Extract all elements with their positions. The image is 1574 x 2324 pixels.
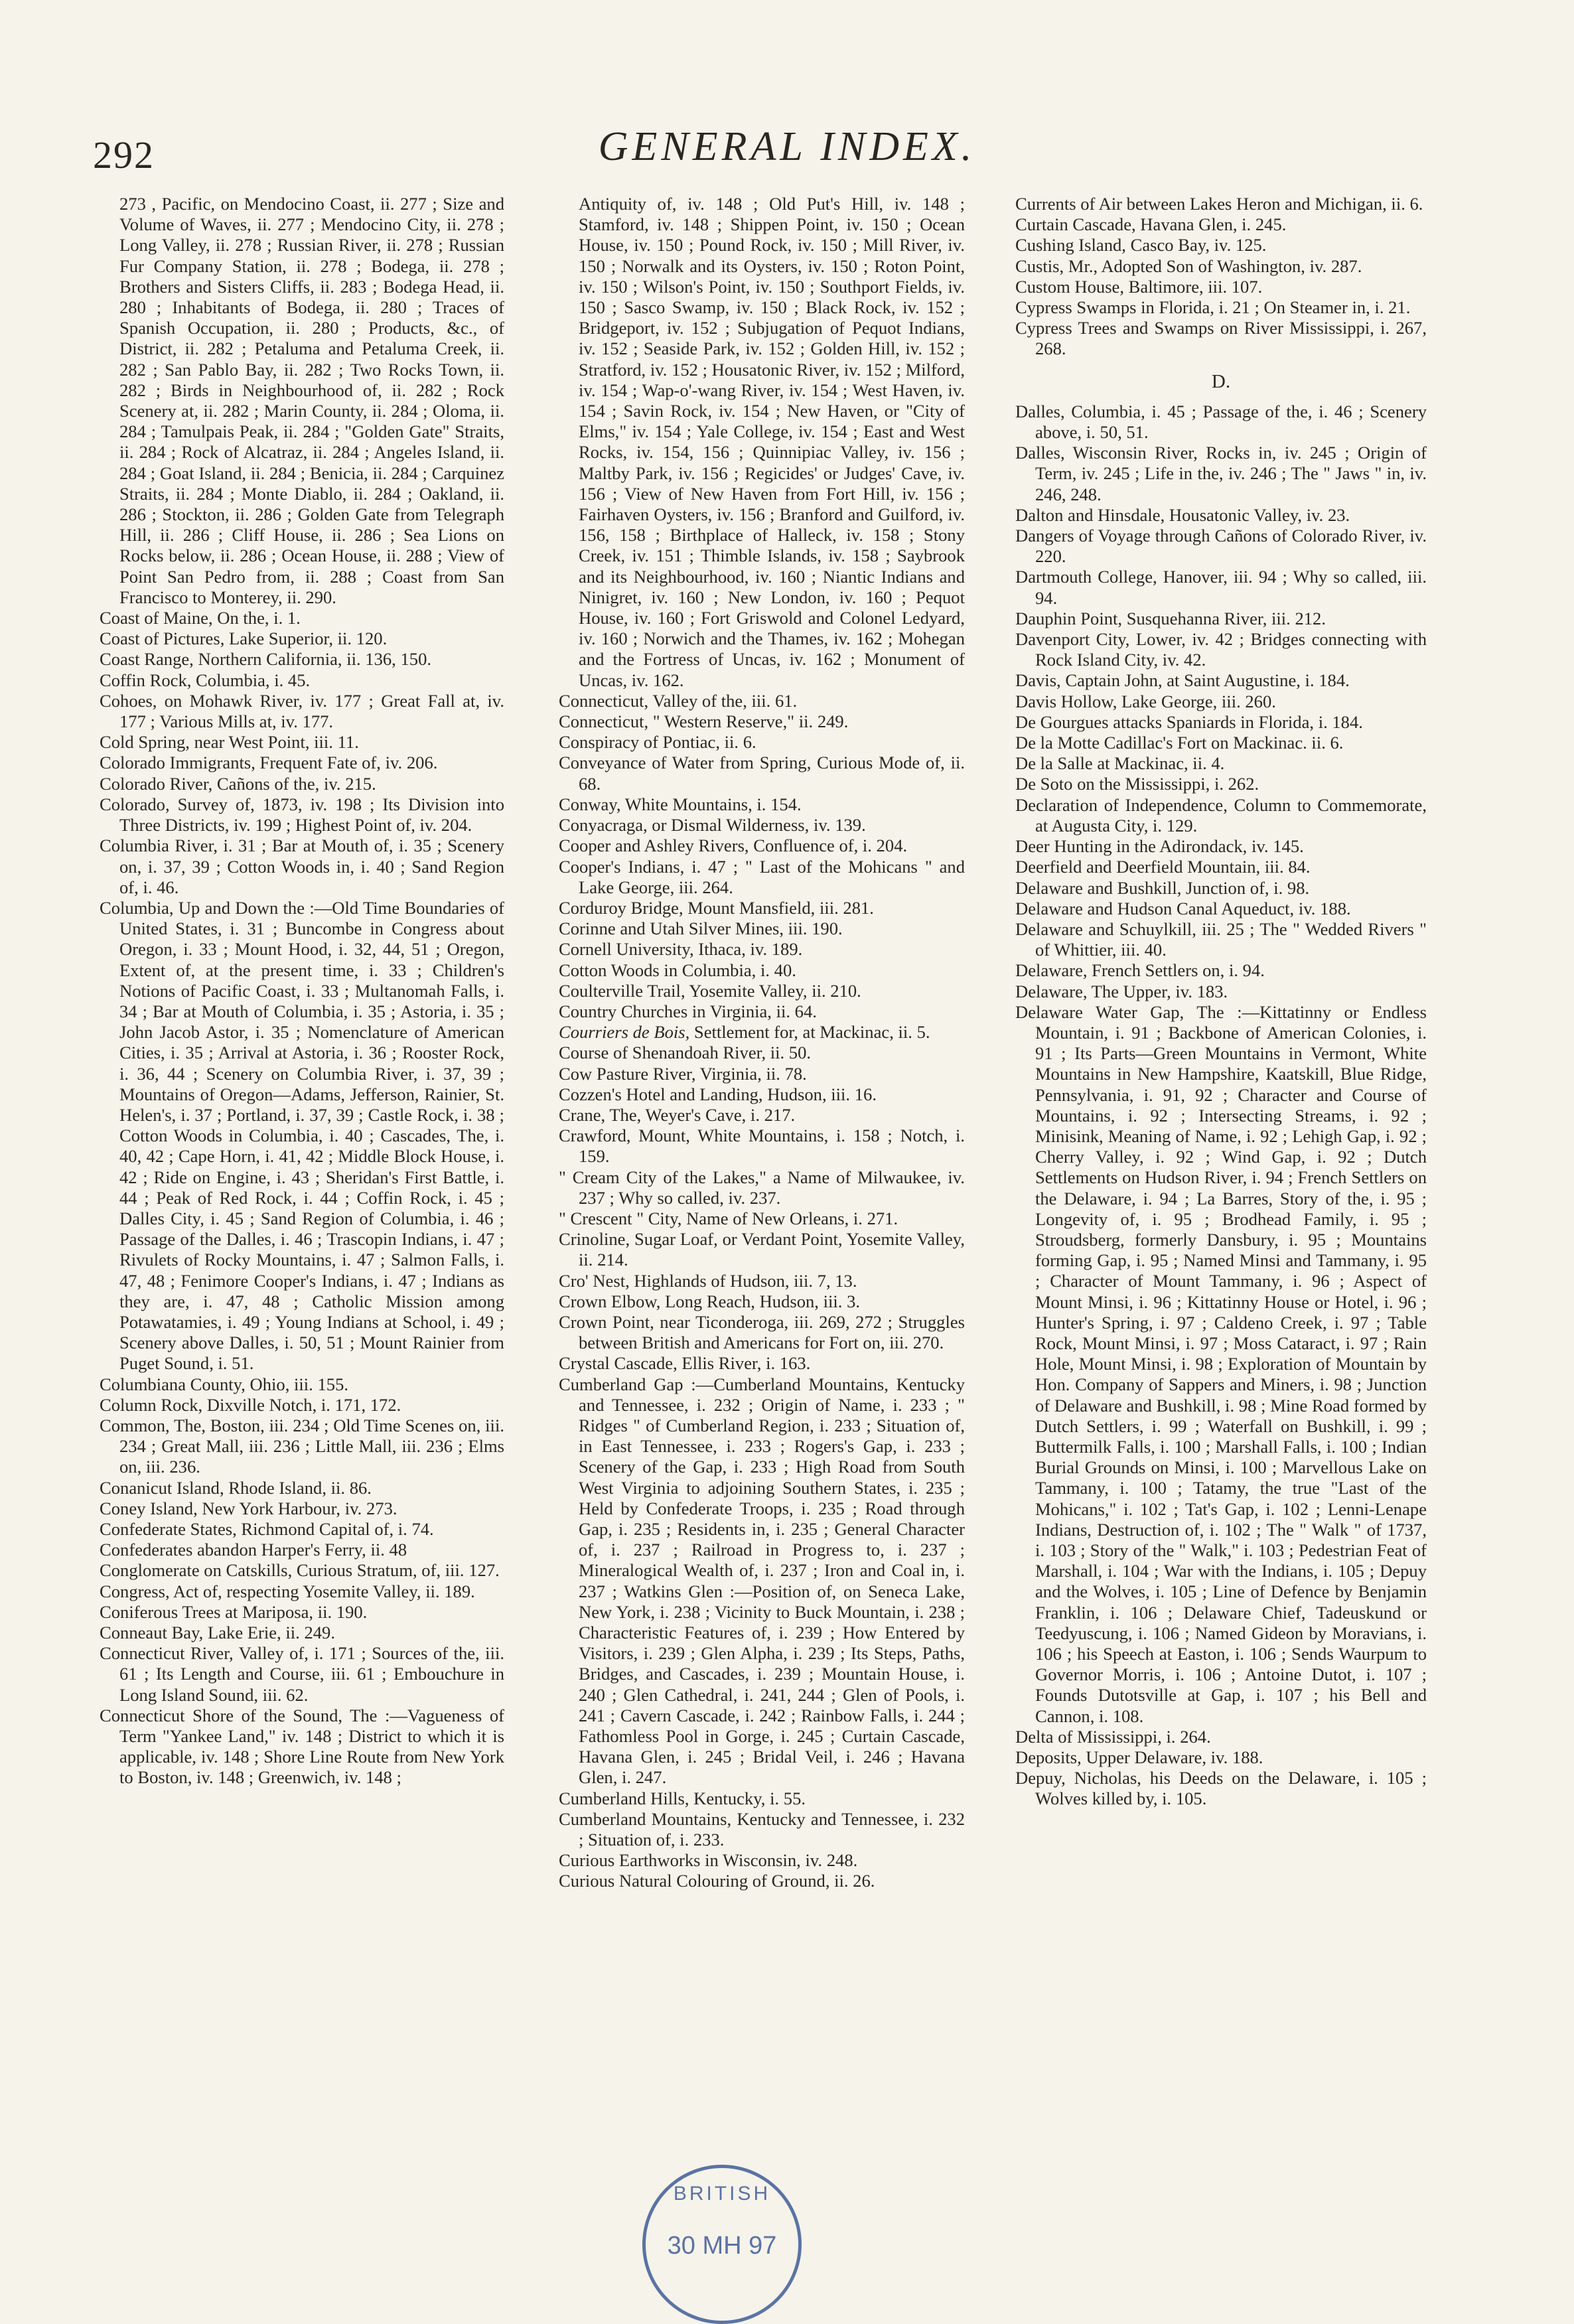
index-entry: Conneaut Bay, Lake Erie, ii. 249. (100, 1623, 335, 1643)
index-entry: Delaware and Bushkill, Junction of, i. 98. (1015, 877, 1310, 898)
index-entry: Confederates abandon Harper's Ferry, ii. 48 (100, 1540, 407, 1560)
index-entry: Coast Range, Northern California, ii. 136, 150. (100, 649, 432, 670)
index-entry: Davenport City, Lower, iv. 42 ; Bridges connecting with Rock Island City, iv. 42. (1015, 629, 1427, 670)
index-entry: Coney Island, New York Harbour, iv. 273. (100, 1498, 397, 1518)
index-entry: Dalles, Wisconsin River, Rocks in, iv. 245 ; Origin of Term, iv. 245 ; Life in the, iv. 246 ; The " Jaws " in, iv. 246, 248. (1015, 443, 1427, 504)
index-column-3 (1015, 194, 1427, 1810)
stamp-text: BRITISH (673, 2183, 771, 2205)
index-entry: Crown Point, near Ticonderoga, iii. 269, 272 ; Struggles between British and Americans for Fort on, iii. 270. (559, 1311, 965, 1353)
index-entry: Crawford, Mount, White Mountains, i. 158 ; Notch, i. 159. (559, 1126, 965, 1167)
index-entry: Coast of Maine, On the, i. 1. (100, 608, 301, 628)
index-entry: De Gourgues attacks Spaniards in Florida, i. 184. (1015, 711, 1363, 732)
index-entry: Crane, The, Weyer's Cave, i. 217. (559, 1104, 796, 1125)
index-entry: Crinoline, Sugar Loaf, or Verdant Point, Yosemite Valley, ii. 214. (559, 1229, 965, 1270)
index-entry: Cypress Trees and Swamps on River Mississippi, i. 267, 268. (1015, 318, 1427, 359)
index-entry: " Crescent " City, Name of New Orleans, i. 271. (559, 1208, 898, 1228)
index-entry: Conway, White Mountains, i. 154. (559, 794, 802, 814)
index-entry: Delaware and Schuylkill, iii. 25 ; The " Wedded Rivers " of Whittier, iii. 40. (1015, 918, 1427, 960)
index-entry: Columbiana County, Ohio, iii. 155. (100, 1374, 349, 1394)
index-entry: Delaware Water Gap, The :—Kittatinny or Endless Mountain, i. 91 ; Backbone of American Colonies, i. 91 ; Its Parts—Green Mountains in Vermont, White Mountains in New Hampshire, Kaatskill, Blue Ridge, Pennsylvania, i. 91, 92 ; Character and Course of Mountains, i. 92 ; Intersecting Streams, i. 92 ; Minisink, Meaning of Name, i. 92 ; Lehigh Gap, i. 92 ; Cherry Valley, i. 92 ; Wind Gap, i. 92 ; Dutch Settlements on Hudson River, i. 94 ; French Settlers on the Delaware, i. 94 ; La Barres, Story of the, i. 95 ; Longevity of, i. 95 ; Brodhead Family, i. 95 ; Stroudsberg, formerly Dansbury, i. 95 ; Mountains forming Gap, i. 95 ; Named Minsi and Tammany, i. 95 ; Character of Mount Tammany, i. 96 ; Aspect of Mount Minsi, i. 96 ; Kittatinny House or Hotel, i. 96 ; Hunter's Spring, i. 97 ; Caldeno Creek, i. 97 ; Table Rock, Mount Minsi, i. 97 ; Moss Cataract, i. 97 ; Rain Hole, Mount Minsi, i. 98 ; Exploration of Mountain by Hon. Company of Sappers and Miners, i. 98 ; Junction of Delaware and Bushkill, i. 98 ; Mine Road formed by Dutch Settlers, i. 99 ; Waterfall on Bushkill, i. 99 ; Buttermilk Falls, i. 100 ; Marshall Falls, i. 100 ; Indian Burial Grounds on Minsi, i. 100 ; Marvellous Lake on Tammany, i. 100 ; Tatamy, the true "Last of the Mohicans," i. 102 ; Tat's Gap, i. 102 ; Lenni-Lenape Indians, Destruction of, i. 102 ; The " Walk " of 1737, i. 103 ; Story of the " Walk," i. 103 ; Pedestrian Feat of Marshall, i. 104 ; War with the Indians, i. 105 ; Depuy and the Wolves, i. 105 ; Line of Defence by Benjamin Franklin, i. 106 ; Delaware Chief, Tadeuskund or Teedyuscung, i. 106 ; Named Gideon by Moravians, i. 106 ; his Speech at Easton, i. 106 ; Sends Waurpum to Governor Morris, i. 106 ; Antoine Dutot, i. 107 ; Founds Dutotsville at Gap, i. 107 ; his Bell and Cannon, i. 108. (1015, 1001, 1427, 1726)
index-entry: Coast of Pictures, Lake Superior, ii. 120. (100, 628, 388, 649)
index-entry: Confederate States, Richmond Capital of, i. 74. (100, 1519, 434, 1539)
index-entry: Deposits, Upper Delaware, iv. 188. (1015, 1747, 1263, 1768)
index-entry: Davis, Captain John, at Saint Augustine, i. 184. (1015, 670, 1350, 691)
index-entry: Congress, Act of, respecting Yosemite Valley, ii. 189. (100, 1581, 475, 1601)
index-column-1 (100, 194, 504, 1788)
index-entry: Cumberland Mountains, Kentucky and Tennessee, i. 232 ; Situation of, i. 233. (559, 1808, 965, 1850)
index-entry: Colorado, Survey of, 1873, iv. 198 ; Its Division into Three Districts, iv. 199 ; Highest Point of, iv. 204. (100, 794, 504, 835)
index-entry: Coniferous Trees at Mariposa, ii. 190. (100, 1601, 368, 1622)
index-entry: Coulterville Trail, Yosemite Valley, ii. 210. (559, 980, 861, 1001)
index-entry: Columbia River, i. 31 ; Bar at Mouth of, i. 35 ; Scenery on, i. 37, 39 ; Cotton Woods in, i. 40 ; Sand Region of, i. 46. (100, 835, 504, 897)
index-entry: Delaware, The Upper, iv. 183. (1015, 981, 1228, 1001)
index-entry: Dangers of Voyage through Cañons of Colorado River, iv. 220. (1015, 526, 1427, 567)
index-entry: Dartmouth College, Hanover, iii. 94 ; Why so called, iii. 94. (1015, 567, 1427, 608)
index-entry: Conveyance of Water from Spring, Curious Mode of, ii. 68. (559, 753, 965, 794)
index-entry: De la Motte Cadillac's Fort on Mackinac. ii. 6. (1015, 733, 1344, 753)
index-entry: Courriers de Bois, Settlement for, at Mackinac, ii. 5. (559, 1022, 930, 1043)
index-entry: Custom House, Baltimore, iii. 107. (1015, 276, 1263, 297)
index-entry: Cornell University, Ithaca, iv. 189. (559, 939, 803, 960)
index-entry: Conspiracy of Pontiac, ii. 6. (559, 732, 756, 753)
library-stamp (642, 2165, 802, 2324)
index-entry: Delaware, French Settlers on, i. 94. (1015, 960, 1265, 981)
index-entry: Depuy, Nicholas, his Deeds on the Delaware, i. 105 ; Wolves killed by, i. 105. (1015, 1768, 1427, 1809)
index-entry: De Soto on the Mississippi, i. 262. (1015, 774, 1259, 794)
index-entry: Colorado Immigrants, Frequent Fate of, iv. 206. (100, 753, 438, 773)
index-entry: Cold Spring, near West Point, iii. 11. (100, 732, 359, 753)
index-entry: Conyacraga, or Dismal Wilderness, iv. 139. (559, 815, 866, 835)
index-entry: Common, The, Boston, iii. 234 ; Old Time Scenes on, iii. 234 ; Great Mall, iii. 236 ; Little Mall, iii. 236 ; Elms on, iii. 236. (100, 1415, 504, 1477)
index-entry: Declaration of Independence, Column to Commemorate, at Augusta City, i. 129. (1015, 794, 1427, 835)
index-entry: Crystal Cascade, Ellis River, i. 163. (559, 1353, 811, 1374)
running-head: GENERAL INDEX. (598, 124, 976, 169)
index-entry: Currents of Air between Lakes Heron and Michigan, ii. 6. (1015, 194, 1423, 214)
page-number: 292 (93, 133, 155, 177)
index-entry: Delaware and Hudson Canal Aqueduct, iv. 188. (1015, 898, 1351, 918)
index-entry: Columbia, Up and Down the :—Old Time Boundaries of United States, i. 31 ; Buncombe in Congress about Oregon, i. 33 ; Mount Hood, i. 32, 44, 51 ; Oregon, Extent of, at the present time, i. 33 ; Children's Notions of Pacific Coast, i. 33 ; Multanomah Falls, i. 34 ; Bar at Mouth of Columbia, i. 35 ; Astoria, i. 35 ; John Jacob Astor, i. 35 ; Nomenclature of American Cities, i. 35 ; Arrival at Astoria, i. 36 ; Rooster Rock, i. 36, 44 ; Scenery on Columbia River, i. 37, 39 ; Mountains of Oregon—Adams, Jefferson, Rainier, St. Helen's, i. 37 ; Portland, i. 37, 39 ; Castle Rock, i. 38 ; Cotton Woods in Columbia, i. 40 ; Cascades, The, i. 40, 42 ; Cape Horn, i. 41, 42 ; Middle Block House, i. 42 ; Ride on Engine, i. 43 ; Sheridan's First Battle, i. 44 ; Peak of Red Rock, i. 44 ; Coffin Rock, i. 45 ; Dalles City, i. 45 ; Sand Region of Columbia, i. 46 ; Passage of the Dalles, i. 46 ; Trascopin Indians, i. 47 ; Rivulets of Rocky Mountains, i. 47 ; Salmon Falls, i. 47, 48 ; Fenimore Cooper's Indians, i. 47 ; Indians as they are, i. 47, 48 ; Catholic Mission among Potawatamies, i. 49 ; Young Indians at School, i. 49 ; Scenery above Dalles, i. 50, 51 ; Mount Rainier from Puget Sound, i. 51. (100, 897, 504, 1374)
index-entry: Deer Hunting in the Adirondack, iv. 145. (1015, 836, 1304, 857)
index-column-2 (559, 194, 965, 1892)
index-entry: Cohoes, on Mohawk River, iv. 177 ; Great Fall at, iv. 177 ; Various Mills at, iv. 177. (100, 690, 504, 732)
index-entry: Course of Shenandoah River, ii. 50. (559, 1043, 812, 1063)
index-entry: Cooper's Indians, i. 47 ; " Last of the Mohicans " and Lake George, iii. 264. (559, 856, 965, 897)
index-entry: 273 , Pacific, on Mendocino Coast, ii. 277 ; Size and Volume of Waves, ii. 277 ; Mendocino City, ii. 278 ; Long Valley, ii. 278 ; Russian River, ii. 278 ; Russian Fur Company Station, ii. 278 ; Bodega, ii. 278 ; Brothers and Sisters Cliffs, ii. 283 ; Bodega Head, ii. 280 ; Inhabitants of Bodega, ii. 280 ; Traces of Spanish Occupation, ii. 280 ; Products, &c., of District, ii. 282 ; Petaluma and Petaluma Creek, ii. 282 ; San Pablo Bay, ii. 282 ; Two Rocks Town, ii. 282 ; Birds in Neighbourhood of, ii. 282 ; Rock Scenery at, ii. 282 ; Marin County, ii. 284 ; Oloma, ii. 284 ; Tamulpais Peak, ii. 284 ; "Golden Gate" Straits, ii. 284 ; Rock of Alcatraz, ii. 284 ; Angeles Island, ii. 284 ; Goat Island, ii. 284 ; Benicia, ii. 284 ; Carquinez Straits, ii. 284 ; Monte Diablo, ii. 284 ; Oakland, ii. 286 ; Stockton, ii. 286 ; Golden Gate from Telegraph Hill, ii. 286 ; Cliff House, ii. 286 ; Sea Lions on Rocks below, ii. 286 ; Ocean House, ii. 288 ; View of Point San Pedro from, ii. 288 ; Coast from San Francisco to Monterey, ii. 290. (119, 194, 504, 607)
index-entry: Davis Hollow, Lake George, iii. 260. (1015, 691, 1276, 711)
index-entry: Connecticut, " Western Reserve," ii. 249. (559, 711, 849, 732)
index-entry: Coffin Rock, Columbia, i. 45. (100, 670, 311, 690)
index-entry: Conanicut Island, Rhode Island, ii. 86. (100, 1477, 372, 1498)
index-entry: Cow Pasture River, Virginia, ii. 78. (559, 1063, 807, 1084)
index-entry: Conglomerate on Catskills, Curious Stratum, of, iii. 127. (100, 1560, 500, 1581)
index-entry: Cumberland Hills, Kentucky, i. 55. (559, 1788, 806, 1808)
index-entry: Cypress Swamps in Florida, i. 21 ; On Steamer in, i. 21. (1015, 297, 1411, 318)
section-letter: D. (1211, 370, 1231, 392)
index-entry: Cushing Island, Casco Bay, iv. 125. (1015, 235, 1267, 255)
index-entry: Colorado River, Cañons of the, iv. 215. (100, 773, 376, 794)
index-entry: Curious Earthworks in Wisconsin, iv. 248. (559, 1850, 858, 1871)
index-entry: " Cream City of the Lakes," a Name of Milwaukee, iv. 237 ; Why so called, iv. 237. (559, 1167, 965, 1208)
index-entry: Corduroy Bridge, Mount Mansfield, iii. 281. (559, 897, 874, 918)
index-entry: Column Rock, Dixville Notch, i. 171, 172. (100, 1394, 401, 1415)
index-entry: De la Salle at Mackinac, ii. 4. (1015, 753, 1225, 774)
index-entry: Dauphin Point, Susquehanna River, iii. 212. (1015, 608, 1326, 628)
index-entry: Crown Elbow, Long Reach, Hudson, iii. 3. (559, 1291, 861, 1311)
index-entry: Country Churches in Virginia, ii. 64. (559, 1001, 817, 1021)
index-entry: Corinne and Utah Silver Mines, iii. 190. (559, 918, 843, 939)
index-entry: Cro' Nest, Highlands of Hudson, iii. 7, 13. (559, 1270, 857, 1291)
index-entry: Dalton and Hinsdale, Housatonic Valley, iv. 23. (1015, 504, 1350, 525)
index-entry: Connecticut Shore of the Sound, The :—Vagueness of Term "Yankee Land," iv. 148 ; District to which it is applicable, iv. 148 ; Shore Line Route from New York to Boston, iv. 148 ; Greenwich, iv. 148 ; (100, 1705, 504, 1788)
index-entry: Curious Natural Colouring of Ground, ii. 26. (559, 1871, 875, 1891)
index-entry: Connecticut, Valley of the, iii. 61. (559, 690, 798, 711)
stamp-date: 30 MH 97 (667, 2232, 777, 2260)
index-entry: Cumberland Gap :—Cumberland Mountains, Kentucky and Tennessee, i. 232 ; Origin of Name, i. 233 ; " Ridges " of Cumberland Region, i. 233 ; Situation of, in East Tennessee, i. 233 ; Rogers's Gap, i. 233 ; Scenery of the Gap, i. 233 ; High Road from South West Virginia to adjoining Southern States, i. 235 ; Held by Confederate Troops, i. 235 ; Road through Gap, i. 235 ; Residents in, i. 235 ; General Character of, i. 237 ; Railroad in Progress to, i. 237 ; Mineralogical Wealth of, i. 237 ; Iron and Coal in, i. 237 ; Watkins Glen :—Position of, on Seneca Lake, New York, i. 238 ; Vicinity to Buck Mountain, i. 238 ; Characteristic Features of, i. 239 ; How Entered by Visitors, i. 239 ; Glen Alpha, i. 239 ; Its Steps, Paths, Bridges, and Cascades, i. 239 ; Mountain House, i. 240 ; Glen Cathedral, i. 241, 244 ; Glen of Pools, i. 241 ; Cavern Cascade, i. 242 ; Rainbow Falls, i. 244 ; Fathomless Pool in Gorge, i. 245 ; Curtain Cascade, Havana Glen, i. 245 ; Bridal Veil, i. 246 ; Havana Glen, i. 247. (559, 1374, 965, 1788)
index-entry: Curtain Cascade, Havana Glen, i. 245. (1015, 214, 1287, 235)
index-entry: Cotton Woods in Columbia, i. 40. (559, 960, 796, 980)
index-entry: Cooper and Ashley Rivers, Confluence of, i. 204. (559, 835, 908, 856)
index-entry: Dalles, Columbia, i. 45 ; Passage of the, i. 46 ; Scenery above, i. 50, 51. (1015, 401, 1427, 443)
index-entry: Antiquity of, iv. 148 ; Old Put's Hill, iv. 148 ; Stamford, iv. 148 ; Shippen Point, iv. 150 ; Ocean House, iv. 150 ; Pound Rock, iv. 150 ; Mill River, iv. 150 ; Norwalk and its Oysters, iv. 150 ; Roton Point, iv. 150 ; Wilson's Point, iv. 150 ; Southport Fields, iv. 150 ; Sasco Swamp, iv. 150 ; Black Rock, iv. 152 ; Bridgeport, iv. 152 ; Subjugation of Pequot Indians, iv. 152 ; Seaside Park, iv. 152 ; Golden Hill, iv. 152 ; Stratford, iv. 152 ; Housatonic River, iv. 152 ; Milford, iv. 154 ; Wap-o'-wang River, iv. 154 ; West Haven, iv. 154 ; Savin Rock, iv. 154 ; New Haven, or "City of Elms," iv. 154 ; Yale College, iv. 154 ; East and West Rocks, iv. 154, 156 ; Quinnipiac Valley, iv. 156 ; Maltby Park, iv. 156 ; Regicides' or Judges' Cave, iv. 156 ; View of New Haven from Fort Hill, iv. 156 ; Fairhaven Oysters, iv. 156 ; Branford and Guilford, iv. 156, 158 ; Birthplace of Halleck, iv. 158 ; Stony Creek, iv. 151 ; Thimble Islands, iv. 158 ; Saybrook and its Neighbourhood, iv. 160 ; Niantic Indians and Ninigret, iv. 160 ; New London, iv. 160 ; Pequot House, iv. 160 ; Fort Griswold and Colonel Ledyard, iv. 160 ; Norwich and the Thames, iv. 162 ; Mohegan and the Fortress of Uncas, iv. 162 ; Monument of Uncas, iv. 162. (579, 194, 965, 690)
index-entry: Custis, Mr., Adopted Son of Washington, iv. 287. (1015, 255, 1362, 276)
index-entry: Delta of Mississippi, i. 264. (1015, 1726, 1211, 1747)
index-entry: Cozzen's Hotel and Landing, Hudson, iii. 16. (559, 1084, 877, 1104)
index-entry: Connecticut River, Valley of, i. 171 ; Sources of the, iii. 61 ; Its Length and Course, iii. 61 ; Embouchure in Long Island Sound, iii. 62. (100, 1643, 504, 1705)
index-entry: Deerfield and Deerfield Mountain, iii. 84. (1015, 857, 1311, 877)
